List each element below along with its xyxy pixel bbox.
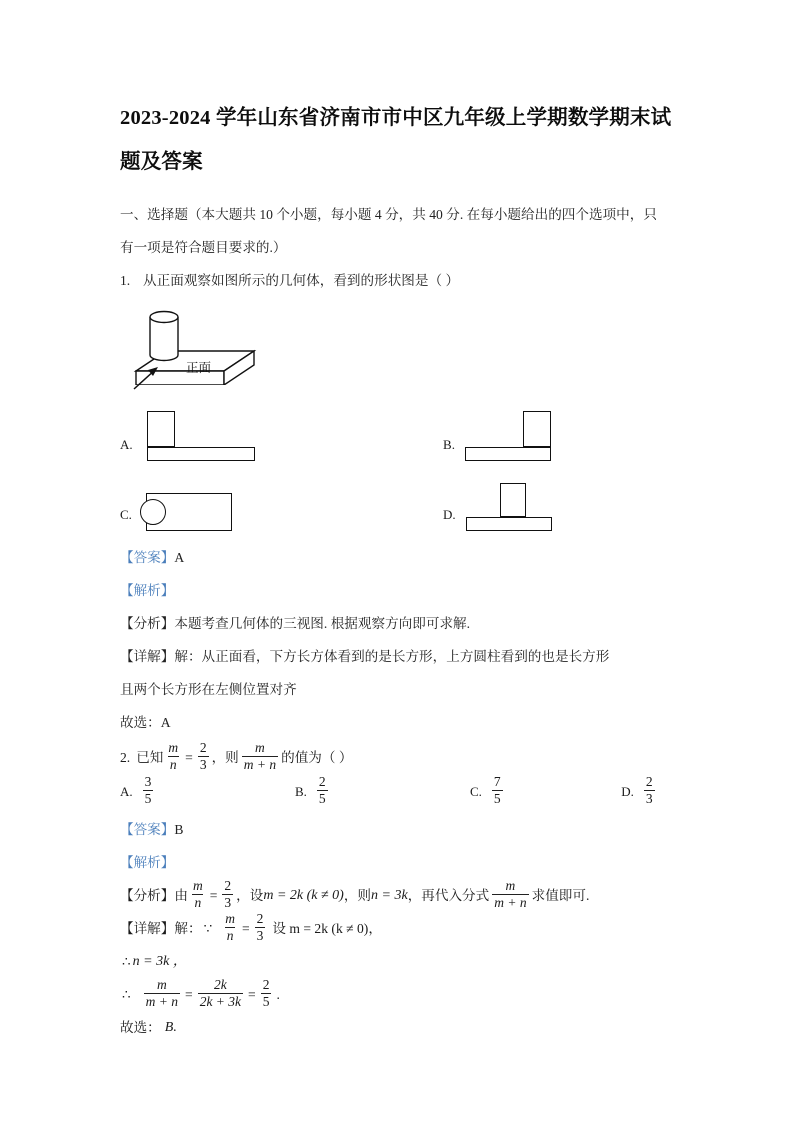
question-1-conclusion: 故选：A xyxy=(120,715,171,730)
question-1-choice-b[interactable] xyxy=(443,407,678,463)
choice-b-letter: B. xyxy=(443,437,455,452)
question-2-stem-suffix: 的值为（ ） xyxy=(281,750,353,765)
question-1-fenxi xyxy=(120,607,678,640)
question-1-answer xyxy=(120,541,678,574)
question-2-stem-mid: ，则 xyxy=(211,750,239,765)
question-1-choice-d[interactable] xyxy=(443,483,678,533)
given-value-fraction: $\frac{2}{3}$ xyxy=(199,739,207,772)
fenxi-fraction-23: $\frac{2}{3}$ xyxy=(224,878,232,911)
question-2-choices xyxy=(120,776,678,807)
xiangjie-text-1: 解：从正面看，下方长方体看到的是长方形，上方圆柱看到的也是长方形 xyxy=(174,649,610,664)
question-1-xiangjie-line-1 xyxy=(120,640,678,673)
question-2-conclusion xyxy=(120,1011,678,1044)
choice-d-letter: D. xyxy=(443,507,456,522)
answer-label-2: 【答案】 xyxy=(120,822,175,838)
question-2-stem: 2. 已知 $\frac{m}{n}$ = $\frac{2}{3}$ ，则 $\frac{m}{m + n}$ 的值为（ ） xyxy=(120,739,353,772)
analysis-label-1: 【解析】 xyxy=(120,583,175,598)
question-2-choice-a[interactable] xyxy=(120,776,295,807)
question-2-number: 2. xyxy=(120,750,131,765)
analysis-label-2: 【解析】 xyxy=(120,855,175,871)
result-k-fraction: $\frac{2k}{2k + 3k}$ xyxy=(199,977,242,1010)
choice-d-letter-q2: D. xyxy=(621,783,634,799)
fenxi-t2: ，设 xyxy=(236,888,264,904)
question-2-fenxi: 【分析】 由 $\frac{m}{n}$ = $\frac{2}{3}$ ，设 m = 2k (k ≠ 0) ，则 n = 3k ，再代入分式 $\frac{m}{m + n}$ 求值即可. xyxy=(120,878,590,911)
fenxi-t3: ，则 xyxy=(343,888,372,904)
choice-c-letter-q2: C. xyxy=(469,783,482,799)
result-target-fraction: $\frac{m}{m + n}$ xyxy=(145,977,179,1010)
page-title: 2023-2024 学年山东省济南市市中区九年级上学期数学期末试题及答案 xyxy=(120,107,672,173)
choice-a-fraction: $\frac{3}{5}$ xyxy=(144,774,152,807)
question-2-answer xyxy=(120,813,678,846)
question-2-choice-b[interactable] xyxy=(295,776,470,807)
choice-a-shape-icon xyxy=(143,407,263,463)
xiangjie-jie: 解： xyxy=(174,921,202,937)
question-1-choices xyxy=(120,399,678,533)
choice-c-shape-icon xyxy=(142,487,262,533)
answer-value-2: B xyxy=(174,822,184,838)
choice-a-letter: A. xyxy=(120,437,133,452)
question-2-choice-c[interactable] xyxy=(470,776,621,807)
choice-b-letter-q2: B. xyxy=(294,783,307,799)
question-1-analysis-label xyxy=(120,574,678,607)
section-header-line-2: 有一项是符合题目要求的.） xyxy=(120,240,287,255)
question-1-choice-row-2 xyxy=(120,469,678,533)
question-2-stem-prefix: 已知 xyxy=(136,750,164,765)
choice-a-letter-q2: A. xyxy=(120,783,133,799)
question-1-stem xyxy=(120,264,678,297)
question-1-choice-row-1 xyxy=(120,399,678,463)
question-1-figure xyxy=(128,303,348,385)
fenxi-target-fraction: $\frac{m}{m + n}$ xyxy=(494,878,527,911)
fenxi-label-2: 【分析】 xyxy=(120,888,175,904)
choice-b-fraction: $\frac{2}{5}$ xyxy=(318,774,326,807)
question-2-analysis-label xyxy=(120,846,678,879)
step-n-value: n = 3k ， xyxy=(132,954,187,970)
front-direction-arrow-icon xyxy=(128,363,188,393)
conclusion-text-2: 故选： xyxy=(120,1020,161,1036)
question-2-xiangjie: 【详解】 解： ∵ $\frac{m}{n}$ = $\frac{2}{3}$ 设 m = 2k (k ≠ 0)， xyxy=(120,911,382,944)
given-fraction-mn: $\frac{m}{n}$ xyxy=(168,739,179,772)
choice-c-letter: C. xyxy=(120,507,132,522)
xiangjie-step-set: 设 m = 2k (k ≠ 0)， xyxy=(272,921,382,937)
question-2-choice-d[interactable] xyxy=(621,776,678,807)
fenxi-n-value: n = 3k xyxy=(371,888,408,904)
front-view-label: 正面 xyxy=(186,361,212,375)
choice-c-fraction: $\frac{7}{5}$ xyxy=(493,774,501,807)
therefore-symbol-2: ∴ xyxy=(122,987,131,1003)
question-2-step-result: ∴ $\frac{m}{m + n}$ = $\frac{2k}{2k + 3k}$ = $\frac{2}{5}$ . xyxy=(122,977,280,1010)
answer-value-1: A xyxy=(174,550,185,565)
question-1-number: 1. xyxy=(120,273,131,288)
choice-d-shape-icon xyxy=(466,483,576,533)
result-final-fraction: $\frac{2}{5}$ xyxy=(262,977,270,1010)
answer-label-1: 【答案】 xyxy=(120,550,175,565)
target-fraction: $\frac{m}{m + n}$ xyxy=(243,739,277,772)
section-header-line-1: 一、选择题（本大题共 10 个小题，每小题 4 分，共 40 分. 在每小题给出的四个选项中，只 xyxy=(120,207,657,222)
xiangjie-fraction-23: $\frac{2}{3}$ xyxy=(256,911,264,944)
conclusion-value-2: B. xyxy=(164,1020,177,1036)
fenxi-fraction-mn: $\frac{m}{n}$ xyxy=(192,878,203,911)
question-1-xiangjie-line-2: 且两个长方形在左侧位置对齐 xyxy=(120,682,297,697)
fenxi-t1: 由 xyxy=(174,888,188,904)
question-2-step-n xyxy=(120,945,678,978)
fenxi-set-m: m = 2k (k ≠ 0) xyxy=(263,888,344,904)
fenxi-t4: ，再代入分式 xyxy=(407,888,490,904)
page-content xyxy=(120,96,678,1044)
therefore-symbol-1: ∴ xyxy=(122,954,131,970)
because-symbol: ∵ xyxy=(203,921,213,937)
fenxi-text-1: 本题考查几何体的三视图. 根据观察方向即可求解. xyxy=(174,616,471,631)
question-1-choice-c[interactable] xyxy=(120,487,443,533)
fenxi-t5: 求值即可. xyxy=(531,888,590,904)
choice-b-shape-icon xyxy=(465,407,575,463)
question-1-choice-a[interactable] xyxy=(120,407,443,463)
xiangjie-fraction-mn: $\frac{m}{n}$ xyxy=(225,911,235,944)
xiangjie-label-1: 【详解】 xyxy=(120,649,175,664)
choice-d-fraction: $\frac{2}{3}$ xyxy=(645,774,653,807)
question-1-stem-text: 从正面观察如图所示的几何体，看到的形状图是（ ） xyxy=(143,273,460,288)
xiangjie-label-2: 【详解】 xyxy=(120,921,175,937)
fenxi-label-1: 【分析】 xyxy=(120,616,175,631)
